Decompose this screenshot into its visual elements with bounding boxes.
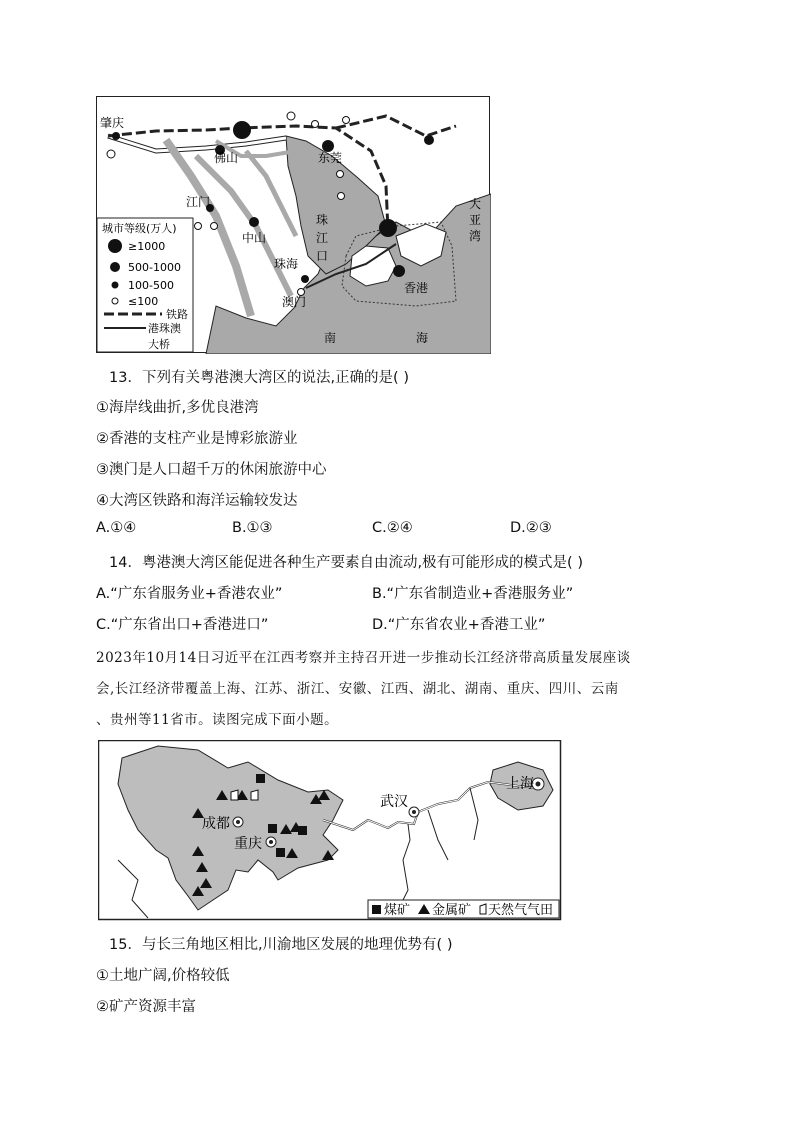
city-shanghai: 上海 bbox=[506, 776, 534, 792]
legend-item-3: 100-500 bbox=[128, 279, 174, 292]
city-chongqing: 重庆 bbox=[234, 836, 262, 852]
legend-item-4: ≤100 bbox=[128, 295, 159, 308]
water-dayawan-1: 大 bbox=[469, 197, 482, 211]
q13-statement-2: ②香港的支柱产业是博彩旅游业 bbox=[96, 431, 298, 447]
q13-option-c: C.②④ bbox=[372, 520, 413, 536]
city-foshan: 佛山 bbox=[214, 151, 239, 165]
city-xianggang: 香港 bbox=[404, 281, 429, 295]
city-chengdu: 成都 bbox=[202, 816, 230, 832]
q13-stem: 13．下列有关粤港澳大湾区的说法,正确的是( ) bbox=[109, 370, 409, 386]
greater-bay-area-map bbox=[96, 96, 491, 354]
q13-option-a: A.①④ bbox=[96, 520, 137, 536]
q13-statement-3: ③澳门是人口超千万的休闲旅游中心 bbox=[96, 462, 327, 478]
q14-option-b: B.“广东省制造业+香港服务业” bbox=[372, 586, 574, 602]
city-zhuhai: 珠海 bbox=[274, 257, 299, 271]
q14-option-c: C.“广东省出口+香港进口” bbox=[96, 617, 269, 633]
yangtze-economic-belt-map bbox=[98, 740, 562, 921]
water-zhujiangkou-3: 口 bbox=[316, 249, 329, 263]
city-wuhan: 武汉 bbox=[380, 794, 408, 810]
legend-metal: 金属矿 bbox=[432, 903, 472, 918]
legend-bridge-1: 港珠澳 bbox=[148, 322, 181, 335]
city-zhongshan: 中山 bbox=[242, 231, 267, 245]
city-zhaoqing: 肇庆 bbox=[100, 116, 125, 130]
city-aomen: 澳门 bbox=[282, 295, 307, 309]
city-dongguan: 东莞 bbox=[318, 151, 343, 165]
q15-statement-2: ②矿产资源丰富 bbox=[96, 999, 196, 1015]
water-nanhai-nan: 南 bbox=[324, 331, 337, 345]
q15-statement-1: ①土地广阔,价格较低 bbox=[96, 968, 230, 984]
legend-gas: 天然气气田 bbox=[488, 903, 554, 918]
map2-legend bbox=[368, 900, 559, 918]
legend-coal: 煤矿 bbox=[384, 903, 411, 918]
water-dayawan-2: 亚 bbox=[469, 213, 482, 227]
city-jiangmen: 江门 bbox=[186, 195, 211, 209]
water-zhujiangkou-2: 江 bbox=[316, 231, 329, 245]
water-nanhai-hai: 海 bbox=[416, 331, 429, 345]
intro-line-2: 会,长江经济带覆盖上海、江苏、浙江、安徽、江西、湖北、湖南、重庆、四川、云南 bbox=[96, 681, 619, 697]
q14-option-a: A.“广东省服务业+香港农业” bbox=[96, 586, 283, 602]
water-zhujiangkou-1: 珠 bbox=[316, 213, 329, 227]
map1-legend bbox=[97, 218, 193, 352]
legend-item-1: ≥1000 bbox=[128, 240, 166, 253]
q13-statement-1: ①海岸线曲折,多优良港湾 bbox=[96, 400, 259, 416]
q13-option-d: D.②③ bbox=[510, 520, 552, 536]
legend-title: 城市等级(万人) bbox=[102, 222, 177, 235]
intro-line-3: 、贵州等11省市。读图完成下面小题。 bbox=[96, 712, 339, 728]
q13-option-b: B.①③ bbox=[232, 520, 273, 536]
q14-stem: 14．粤港澳大湾区能促进各种生产要素自由流动,极有可能形成的模式是( ) bbox=[109, 555, 583, 571]
water-dayawan-3: 湾 bbox=[469, 229, 482, 243]
legend-railway: 铁路 bbox=[166, 308, 188, 321]
intro-line-1: 2023年10月14日习近平在江西考察并主持召开进一步推动长江经济带高质量发展座谈 bbox=[96, 650, 631, 666]
legend-bridge-2: 大桥 bbox=[148, 338, 170, 351]
q15-stem: 15．与长三角地区相比,川渝地区发展的地理优势有( ) bbox=[109, 937, 453, 953]
legend-item-2: 500-1000 bbox=[128, 261, 181, 274]
q14-option-d: D.“广东省农业+香港工业” bbox=[372, 617, 546, 633]
q13-statement-4: ④大湾区铁路和海洋运输较发达 bbox=[96, 493, 298, 509]
